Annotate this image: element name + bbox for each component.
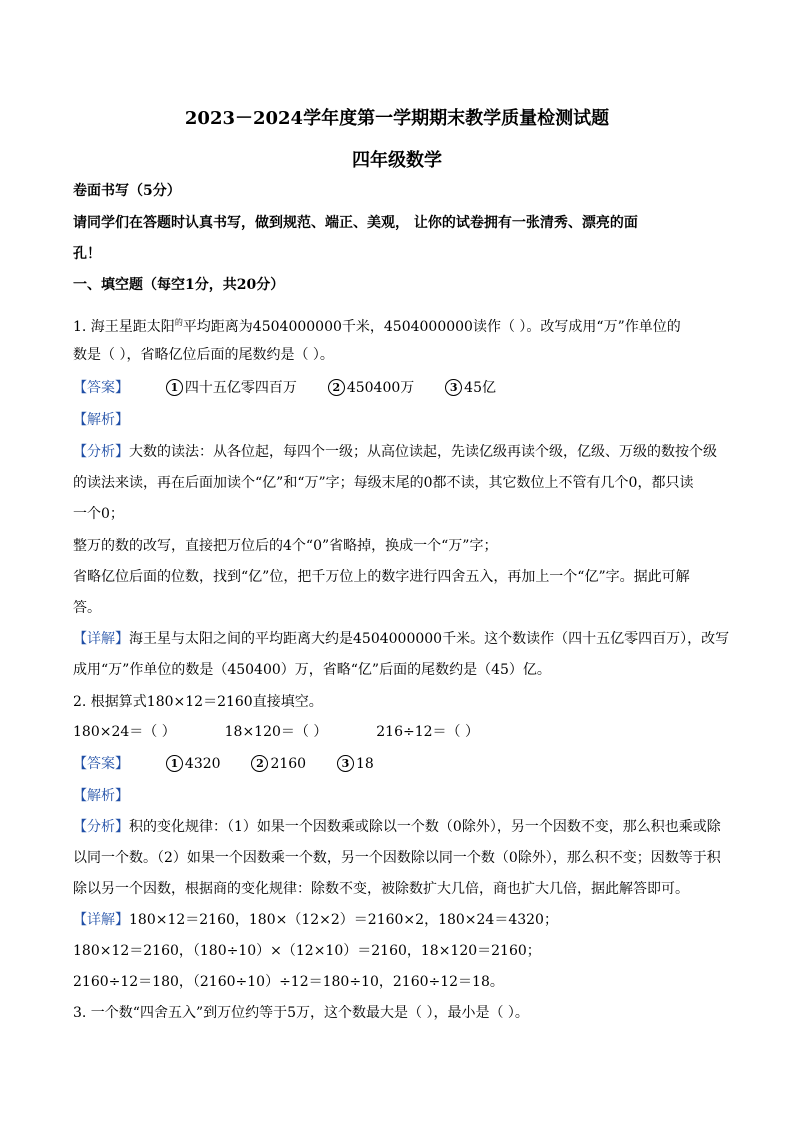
q3-text: 3. 一个数“四舍五入”到万位约等于5万，这个数最大是（ ），最小是（ ）。 [73, 1005, 529, 1021]
q1-line-1 [73, 313, 681, 337]
q2-blanks [73, 722, 479, 742]
q1-fenxi-2: 的读法来读，再在后面加读个“亿”和“万”字；每级末尾的0都不读，其它数位上不管有几个0，都只读 [73, 475, 694, 491]
q2-text: 2. 根据算式180×12＝2160直接填空。 [73, 694, 323, 710]
q2-analysis-tag: 【解析】 [73, 788, 129, 804]
q2-blank-1: 180×24＝（ ） [73, 724, 176, 740]
q2-answer-1: 4320 [184, 756, 221, 772]
q1-answer-line [73, 378, 496, 398]
handwriting-instruction-2: 孔！ [73, 246, 101, 262]
q2-detail-2: 180×12＝2160，（180÷10）×（12×10）＝2160，18×120＝2160； [73, 943, 541, 959]
q1-fenxi-5: 省略亿位后面的位数，找到“亿”位，把千万位上的数字进行四舍五入，再加上一个“亿”字。据此可解 [73, 569, 690, 585]
circled-number-icon: 3 [337, 755, 354, 772]
detail-tag: 【详解】 [73, 912, 129, 928]
q1-answer-3: 45亿 [464, 380, 496, 396]
circled-number-icon: 3 [445, 379, 462, 396]
handwriting-heading: 卷面书写（5分） [73, 183, 181, 199]
q2-detail-1 [73, 910, 558, 930]
q2-fenxi-2: 以同一个数。（2）如果一个因数乘一个数，另一个因数除以同一个数（0除外），那么积不变；因数等于积 [73, 850, 721, 866]
circled-number-icon: 2 [251, 755, 268, 772]
exam-title: 2023－2024学年度第一学期期末教学质量检测试题 [184, 108, 610, 129]
q2-answer-3: 18 [356, 756, 374, 772]
detail-tag: 【详解】 [73, 631, 129, 647]
circled-number-icon: 1 [166, 755, 183, 772]
q2-detail-3: 2160÷12＝180，（2160÷10）÷12＝180÷10，2160÷12＝18。 [73, 974, 504, 990]
q1-fenxi-text-1: 大数的读法：从各位起，每四个一级；从高位读起，先读亿级再读个级，亿级、万级的数按个级 [129, 444, 717, 460]
answer-tag: 【答案】 [73, 380, 129, 396]
q1-fenxi-4: 整万的数的改写，直接把万位后的4个“0”省略掉，换成一个“万”字； [73, 538, 498, 554]
fenxi-tag: 【分析】 [73, 819, 129, 835]
q2-blank-3: 216÷12＝（ ） [376, 724, 479, 740]
q1-detail-2: 成用“万”作单位的数是（450400）万，省略“亿”后面的尾数约是（45）亿。 [73, 662, 551, 678]
q2-blank-2: 18×120＝（ ） [224, 724, 328, 740]
q1-fenxi-3: 一个0； [73, 506, 124, 522]
handwriting-instruction-1: 请同学们在答题时认真书写，做到规范、端正、美观， 让你的试卷拥有一张清秀、漂亮的面 [73, 215, 638, 231]
section-heading-fill-blank: 一、填空题（每空1分，共20分） [73, 277, 285, 293]
q1-answer-1: 四十五亿零四百万 [184, 380, 297, 396]
q1-text-sup: 的 [174, 318, 183, 327]
exam-subtitle: 四年级数学 [352, 150, 442, 171]
q1-fenxi-6: 答。 [73, 600, 101, 616]
circled-number-icon: 1 [166, 379, 183, 396]
q1-answer-2: 450400万 [346, 380, 415, 396]
q2-fenxi-1 [73, 817, 721, 837]
q1-text-a: 1. 海王星距太阳 [73, 319, 175, 335]
q1-detail-text-1: 海王星与太阳之间的平均距离大约是4504000000千米。这个数读作（四十五亿零四百万），改写 [129, 631, 730, 647]
circled-number-icon: 2 [328, 379, 345, 396]
q2-detail-text-1: 180×12＝2160，180×（12×2）＝2160×2，180×24＝4320； [129, 912, 558, 928]
q1-analysis-tag: 【解析】 [73, 412, 129, 428]
q1-line-2: 数是（ ），省略亿位后面的尾数约是（ ）。 [73, 347, 334, 363]
fenxi-tag: 【分析】 [73, 444, 129, 460]
q2-answer-line [73, 754, 374, 774]
q2-answer-2: 2160 [270, 756, 307, 772]
q1-fenxi-1 [73, 442, 717, 462]
q2-fenxi-text-1: 积的变化规律：（1）如果一个因数乘或除以一个数（0除外），另一个因数不变，那么积也乘或除 [129, 819, 721, 835]
answer-tag: 【答案】 [73, 756, 129, 772]
q1-text-b: 平均距离为4504000000千米，4504000000读作（ ）。改写成用“万”作单位的 [182, 319, 681, 335]
q2-fenxi-3: 除以另一个因数，根据商的变化规律：除数不变，被除数扩大几倍，商也扩大几倍，据此解答即可。 [73, 881, 689, 897]
q1-detail-1 [73, 629, 729, 649]
